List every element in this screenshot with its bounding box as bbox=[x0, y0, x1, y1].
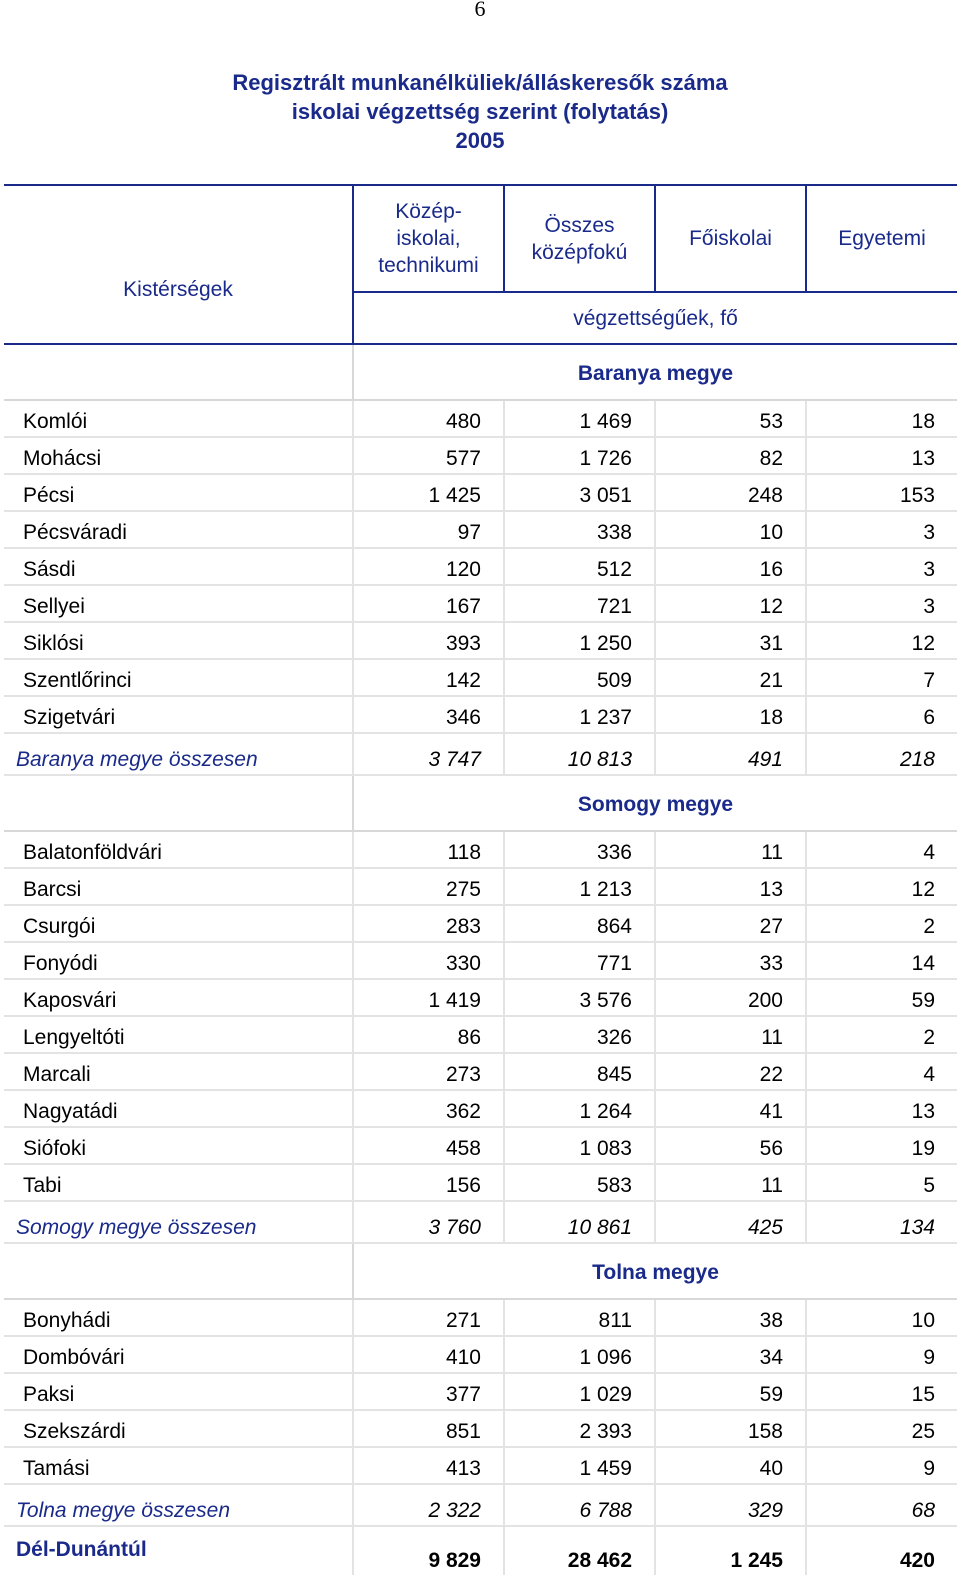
row-value: 275 bbox=[353, 868, 504, 905]
row-name: Lengyeltóti bbox=[4, 1016, 353, 1053]
row-value: 512 bbox=[504, 548, 655, 585]
row-value: 9 bbox=[806, 1336, 957, 1373]
row-value: 1 083 bbox=[504, 1127, 655, 1164]
total-value: 6 788 bbox=[504, 1484, 655, 1526]
section-title: Baranya megye bbox=[353, 344, 957, 400]
row-value: 12 bbox=[655, 585, 806, 622]
row-value: 15 bbox=[806, 1373, 957, 1410]
row-name: Dombóvári bbox=[4, 1336, 353, 1373]
row-value: 167 bbox=[353, 585, 504, 622]
row-value: 2 bbox=[806, 1016, 957, 1053]
table-row bbox=[4, 1447, 957, 1484]
total-row bbox=[4, 733, 957, 775]
total-value: 491 bbox=[655, 733, 806, 775]
table-row bbox=[4, 659, 957, 696]
row-value: 1 029 bbox=[504, 1373, 655, 1410]
table-row bbox=[4, 1127, 957, 1164]
row-value: 142 bbox=[353, 659, 504, 696]
header-unit: végzettségűek, fő bbox=[353, 292, 957, 344]
row-value: 1 213 bbox=[504, 868, 655, 905]
row-name: Bonyhádi bbox=[4, 1299, 353, 1336]
row-value: 3 bbox=[806, 585, 957, 622]
section-row bbox=[4, 1243, 957, 1299]
row-value: 22 bbox=[655, 1053, 806, 1090]
row-value: 864 bbox=[504, 905, 655, 942]
row-value: 34 bbox=[655, 1336, 806, 1373]
page-title bbox=[0, 68, 960, 155]
table-body bbox=[4, 344, 957, 1575]
row-value: 200 bbox=[655, 979, 806, 1016]
row-value: 13 bbox=[806, 1090, 957, 1127]
row-value: 771 bbox=[504, 942, 655, 979]
row-value: 393 bbox=[353, 622, 504, 659]
row-name: Sellyei bbox=[4, 585, 353, 622]
header-kozepiskolai-line-1: Közép- bbox=[395, 200, 462, 223]
header-osszes-kozepfoku bbox=[504, 185, 655, 292]
row-value: 82 bbox=[655, 437, 806, 474]
row-value: 10 bbox=[806, 1299, 957, 1336]
row-name: Komlói bbox=[4, 400, 353, 437]
row-value: 410 bbox=[353, 1336, 504, 1373]
title-line-1: Regisztrált munkanélküliek/álláskeresők száma bbox=[232, 70, 728, 95]
row-value: 38 bbox=[655, 1299, 806, 1336]
row-value: 12 bbox=[806, 868, 957, 905]
row-name: Szentlőrinci bbox=[4, 659, 353, 696]
row-value: 273 bbox=[353, 1053, 504, 1090]
row-value: 2 bbox=[806, 905, 957, 942]
total-name: Tolna megye összesen bbox=[4, 1484, 353, 1526]
row-value: 6 bbox=[806, 696, 957, 733]
row-value: 53 bbox=[655, 400, 806, 437]
row-value: 56 bbox=[655, 1127, 806, 1164]
table-row bbox=[4, 696, 957, 733]
row-value: 1 425 bbox=[353, 474, 504, 511]
row-name: Paksi bbox=[4, 1373, 353, 1410]
row-value: 59 bbox=[806, 979, 957, 1016]
header-egyetemi: Egyetemi bbox=[806, 185, 957, 292]
row-value: 721 bbox=[504, 585, 655, 622]
row-value: 120 bbox=[353, 548, 504, 585]
row-value: 362 bbox=[353, 1090, 504, 1127]
row-value: 413 bbox=[353, 1447, 504, 1484]
table-row bbox=[4, 1016, 957, 1053]
header-kozepiskolai bbox=[353, 185, 504, 292]
grand-total-value: 9 829 bbox=[353, 1526, 504, 1575]
row-value: 18 bbox=[655, 696, 806, 733]
row-value: 338 bbox=[504, 511, 655, 548]
row-value: 118 bbox=[353, 831, 504, 868]
row-name: Barcsi bbox=[4, 868, 353, 905]
row-value: 18 bbox=[806, 400, 957, 437]
row-value: 336 bbox=[504, 831, 655, 868]
table-row bbox=[4, 1336, 957, 1373]
table-row bbox=[4, 622, 957, 659]
row-value: 10 bbox=[655, 511, 806, 548]
row-value: 326 bbox=[504, 1016, 655, 1053]
row-value: 330 bbox=[353, 942, 504, 979]
total-name: Somogy megye összesen bbox=[4, 1201, 353, 1243]
total-value: 10 861 bbox=[504, 1201, 655, 1243]
row-value: 851 bbox=[353, 1410, 504, 1447]
section-row bbox=[4, 775, 957, 831]
row-value: 4 bbox=[806, 1053, 957, 1090]
grand-total-value: 420 bbox=[806, 1526, 957, 1575]
table-row bbox=[4, 1299, 957, 1336]
total-value: 68 bbox=[806, 1484, 957, 1526]
header-kistersegek: Kistérségek bbox=[4, 185, 353, 344]
row-value: 86 bbox=[353, 1016, 504, 1053]
row-value: 811 bbox=[504, 1299, 655, 1336]
row-value: 283 bbox=[353, 905, 504, 942]
section-spacer bbox=[4, 775, 353, 831]
row-value: 3 576 bbox=[504, 979, 655, 1016]
row-value: 13 bbox=[655, 868, 806, 905]
row-name: Mohácsi bbox=[4, 437, 353, 474]
row-value: 346 bbox=[353, 696, 504, 733]
row-value: 16 bbox=[655, 548, 806, 585]
row-value: 7 bbox=[806, 659, 957, 696]
total-row bbox=[4, 1201, 957, 1243]
total-value: 3 747 bbox=[353, 733, 504, 775]
row-value: 1 726 bbox=[504, 437, 655, 474]
total-value: 10 813 bbox=[504, 733, 655, 775]
row-value: 12 bbox=[806, 622, 957, 659]
table-row bbox=[4, 474, 957, 511]
total-value: 329 bbox=[655, 1484, 806, 1526]
header-osszes-line-2: középfokú bbox=[531, 240, 628, 264]
row-value: 25 bbox=[806, 1410, 957, 1447]
row-value: 3 bbox=[806, 548, 957, 585]
row-value: 3 051 bbox=[504, 474, 655, 511]
row-value: 59 bbox=[655, 1373, 806, 1410]
row-value: 41 bbox=[655, 1090, 806, 1127]
statistics-table bbox=[4, 184, 957, 1575]
header-kozepiskolai-line-2: iskolai, bbox=[396, 227, 461, 250]
row-name: Marcali bbox=[4, 1053, 353, 1090]
row-name: Pécsi bbox=[4, 474, 353, 511]
grand-total-value: 28 462 bbox=[504, 1526, 655, 1575]
table-row bbox=[4, 868, 957, 905]
row-name: Fonyódi bbox=[4, 942, 353, 979]
table-row bbox=[4, 585, 957, 622]
row-value: 21 bbox=[655, 659, 806, 696]
total-value: 134 bbox=[806, 1201, 957, 1243]
row-value: 583 bbox=[504, 1164, 655, 1201]
row-name: Szigetvári bbox=[4, 696, 353, 733]
total-value: 425 bbox=[655, 1201, 806, 1243]
row-name: Siklósi bbox=[4, 622, 353, 659]
row-value: 158 bbox=[655, 1410, 806, 1447]
table-row bbox=[4, 831, 957, 868]
row-value: 2 393 bbox=[504, 1410, 655, 1447]
row-value: 97 bbox=[353, 511, 504, 548]
title-line-3: 2005 bbox=[455, 128, 505, 153]
table-row bbox=[4, 1410, 957, 1447]
row-value: 11 bbox=[655, 1016, 806, 1053]
row-name: Balatonföldvári bbox=[4, 831, 353, 868]
row-value: 19 bbox=[806, 1127, 957, 1164]
row-value: 577 bbox=[353, 437, 504, 474]
title-line-2: iskolai végzettség szerint (folytatás) bbox=[291, 99, 669, 124]
row-value: 11 bbox=[655, 831, 806, 868]
table-row bbox=[4, 548, 957, 585]
row-value: 11 bbox=[655, 1164, 806, 1201]
row-value: 27 bbox=[655, 905, 806, 942]
row-value: 1 250 bbox=[504, 622, 655, 659]
header-osszes-line-1: Összes bbox=[544, 213, 615, 237]
section-spacer bbox=[4, 344, 353, 400]
row-value: 377 bbox=[353, 1373, 504, 1410]
total-name: Baranya megye összesen bbox=[4, 733, 353, 775]
header-kozepiskolai-line-3: technikumi bbox=[378, 254, 479, 277]
total-value: 2 322 bbox=[353, 1484, 504, 1526]
row-name: Szekszárdi bbox=[4, 1410, 353, 1447]
row-name: Csurgói bbox=[4, 905, 353, 942]
table-row bbox=[4, 511, 957, 548]
row-value: 153 bbox=[806, 474, 957, 511]
grand-total-name: Dél-Dunántúl bbox=[16, 1538, 147, 1561]
grand-total-row bbox=[4, 1526, 957, 1575]
row-value: 480 bbox=[353, 400, 504, 437]
header-foiskolai: Főiskolai bbox=[655, 185, 806, 292]
row-name: Pécsváradi bbox=[4, 511, 353, 548]
section-title: Tolna megye bbox=[353, 1243, 957, 1299]
table-row bbox=[4, 1053, 957, 1090]
row-value: 1 419 bbox=[353, 979, 504, 1016]
table-row bbox=[4, 942, 957, 979]
row-value: 4 bbox=[806, 831, 957, 868]
table-row bbox=[4, 1090, 957, 1127]
table-row bbox=[4, 437, 957, 474]
table-row bbox=[4, 1164, 957, 1201]
row-value: 33 bbox=[655, 942, 806, 979]
row-value: 1 264 bbox=[504, 1090, 655, 1127]
row-name: Nagyatádi bbox=[4, 1090, 353, 1127]
table-row bbox=[4, 1373, 957, 1410]
row-value: 31 bbox=[655, 622, 806, 659]
row-name: Tamási bbox=[4, 1447, 353, 1484]
section-row bbox=[4, 344, 957, 400]
row-name: Kaposvári bbox=[4, 979, 353, 1016]
row-value: 271 bbox=[353, 1299, 504, 1336]
row-value: 9 bbox=[806, 1447, 957, 1484]
row-value: 14 bbox=[806, 942, 957, 979]
table-row bbox=[4, 400, 957, 437]
row-value: 156 bbox=[353, 1164, 504, 1201]
row-value: 40 bbox=[655, 1447, 806, 1484]
row-value: 1 237 bbox=[504, 696, 655, 733]
total-value: 3 760 bbox=[353, 1201, 504, 1243]
section-spacer bbox=[4, 1243, 353, 1299]
row-value: 1 469 bbox=[504, 400, 655, 437]
total-row bbox=[4, 1484, 957, 1526]
table-row bbox=[4, 979, 957, 1016]
total-value: 218 bbox=[806, 733, 957, 775]
row-name: Siófoki bbox=[4, 1127, 353, 1164]
row-value: 458 bbox=[353, 1127, 504, 1164]
row-value: 13 bbox=[806, 437, 957, 474]
row-value: 5 bbox=[806, 1164, 957, 1201]
row-value: 1 096 bbox=[504, 1336, 655, 1373]
row-name: Tabi bbox=[4, 1164, 353, 1201]
grand-total-value: 1 245 bbox=[655, 1526, 806, 1575]
row-value: 3 bbox=[806, 511, 957, 548]
row-value: 509 bbox=[504, 659, 655, 696]
row-value: 248 bbox=[655, 474, 806, 511]
page-number: 6 bbox=[474, 0, 486, 21]
table-row bbox=[4, 905, 957, 942]
row-value: 1 459 bbox=[504, 1447, 655, 1484]
section-title: Somogy megye bbox=[353, 775, 957, 831]
row-value: 845 bbox=[504, 1053, 655, 1090]
row-name: Sásdi bbox=[4, 548, 353, 585]
